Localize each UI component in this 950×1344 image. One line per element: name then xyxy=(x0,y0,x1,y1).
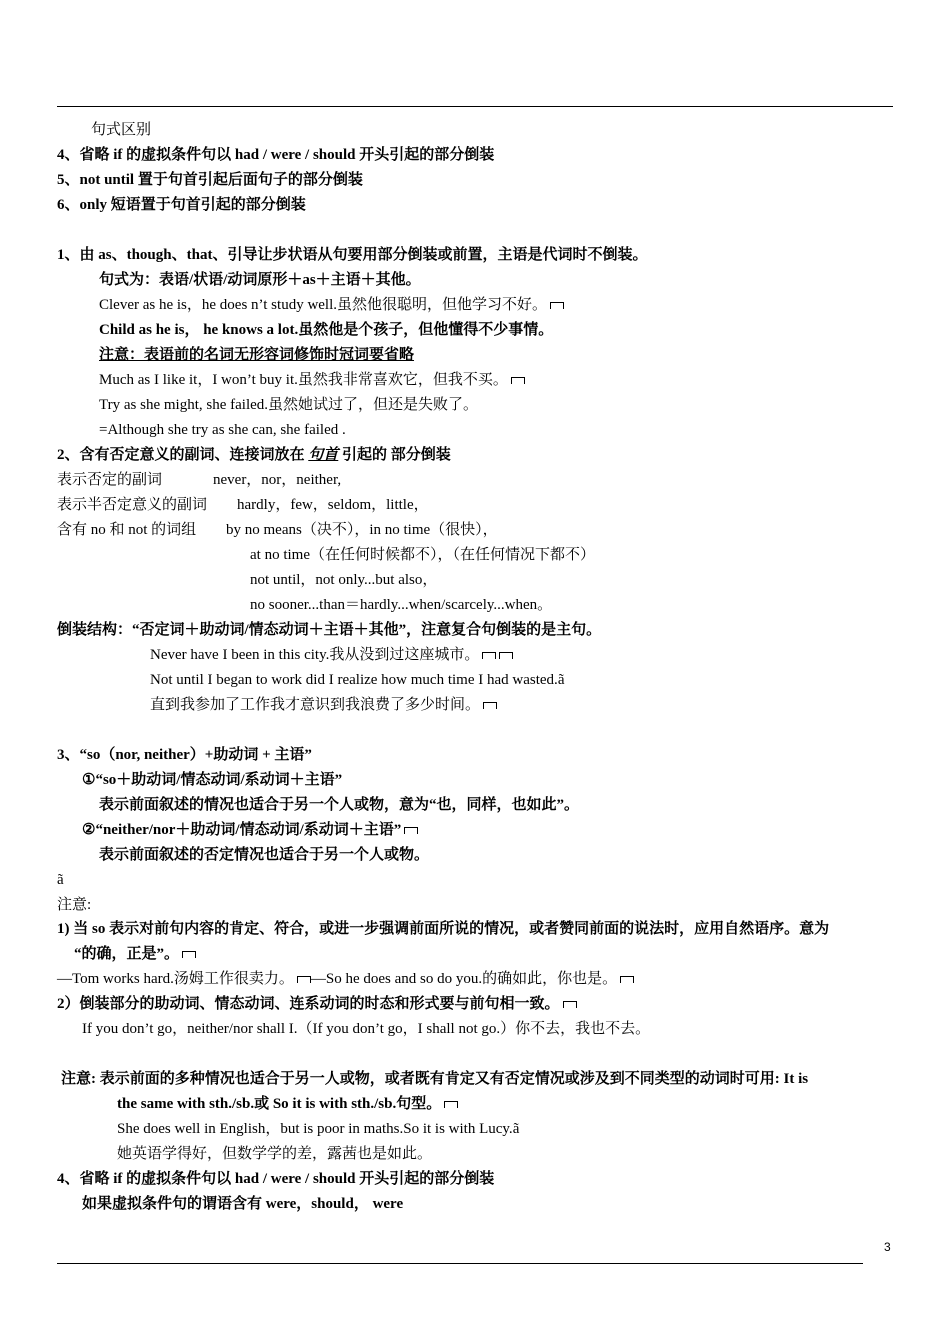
footer-rule xyxy=(57,1263,863,1264)
header-line-5: 5、not until 置于句首引起后面句子的部分倒装 xyxy=(57,172,363,188)
paragraph-mark-icon xyxy=(550,302,564,309)
semi-negative-label: 表示半否定意义的副词 xyxy=(57,497,208,513)
section-1-title: 1、由 as、though、that、引导让步状语从句要用部分倒装或前置，主语是代词时不倒装。 xyxy=(57,247,648,263)
header-rule xyxy=(57,106,893,107)
stray-glyph: ã xyxy=(512,1121,520,1137)
example-line: Clever as he is，he does n’t study well.虽然他很聪明，但他学习不好。 xyxy=(99,295,564,315)
phrase-line: by no means（决不），in no time（很快）， xyxy=(226,522,498,538)
example-line: Much as I like it，I won’t buy it.虽然我非常喜欢它，但我不买。 xyxy=(99,370,525,390)
so-pattern: ①“so＋助动词/情态动词/系动词＋主语” xyxy=(82,772,343,788)
paragraph-mark-icon xyxy=(483,702,497,709)
page-number: 3 xyxy=(884,1240,891,1254)
note-2-line-b: the same with sth./sb.或 So it is with sth./sb.句型。 xyxy=(117,1094,458,1114)
neither-pattern-desc: 表示前面叙述的否定情况也适合于另一个人或物。 xyxy=(99,847,430,863)
paragraph-mark-icon xyxy=(297,976,311,983)
negative-adverbs: never，nor，neither, xyxy=(213,472,342,488)
example-line: 她英语学得好，但数学学的差，露茜也是如此。 xyxy=(117,1146,433,1162)
paragraph-mark-icon xyxy=(563,1001,577,1008)
example-line: She does well in English，but is poor in maths.So it is with Lucy.ã xyxy=(117,1121,520,1137)
note-label: 注意: xyxy=(57,897,92,913)
note-2-line-a: 注意: 表示前面的多种情况也适合于另一人或物，或者既有肯定又有否定情况或涉及到不同类型的动词时可用: It is xyxy=(61,1071,809,1087)
phrase-line: no sooner...than＝hardly...when/scarcely...when。 xyxy=(250,597,553,613)
example-line: 直到我参加了工作我才意识到我浪费了多少时间。 xyxy=(150,695,497,715)
section-3-title: 3、“so（nor, neither）+助动词 + 主语” xyxy=(57,747,312,763)
note-2: 2）倒装部分的助动词、情态动词、连系动词的时态和形式要与前句相一致。 xyxy=(57,994,577,1014)
stray-glyph: ã xyxy=(557,672,565,688)
paragraph-mark-icon xyxy=(620,976,634,983)
paragraph-mark-icon xyxy=(444,1101,458,1108)
paragraph-mark-icon xyxy=(499,652,513,659)
inversion-structure: 倒装结构：“否定词＋助动词/情态动词＋主语＋其他”，注意复合句倒装的是主句。 xyxy=(57,622,602,638)
paragraph-mark-icon xyxy=(404,827,418,834)
section-2-title: 2、含有否定意义的副词、连接词放在 句首 引起的 部分倒装 xyxy=(57,447,451,463)
heading-sentence-distinction: 句式区别 xyxy=(91,122,152,138)
example-line: =Although she try as she can, she failed . xyxy=(99,422,346,438)
example-line: Child as he is， he knows a lot.虽然他是个孩子，但他懂得不少事情。 xyxy=(99,322,554,338)
phrases-label: 含有 no 和 not 的词组 xyxy=(57,522,197,538)
neither-pattern: ②“neither/nor＋助动词/情态动词/系动词＋主语” xyxy=(82,820,418,840)
note-line: 注意：表语前的名词无形容词修饰时冠词要省略 xyxy=(99,347,415,363)
header-line-4: 4、省略 if 的虚拟条件句以 had / were / should 开头引起的部分倒装 xyxy=(57,147,495,163)
so-pattern-desc: 表示前面叙述的情况也适合于另一个人或物，意为“也，同样，也如此”。 xyxy=(99,797,580,813)
example-line: Not until I began to work did I realize how much time I had wasted.ã xyxy=(150,672,565,688)
phrase-line: not until，not only...but also， xyxy=(250,572,438,588)
paragraph-mark-icon xyxy=(182,951,196,958)
header-line-6: 6、only 短语置于句首引起的部分倒装 xyxy=(57,197,306,213)
negative-adverbs-label: 表示否定的副词 xyxy=(57,472,163,488)
section-4-desc: 如果虚拟条件句的谓语含有 were，should， were xyxy=(82,1196,404,1212)
example-line: Never have I been in this city.我从没到过这座城市。 xyxy=(150,645,513,665)
note-1-line-a: 1) 当 so 表示对前句内容的肯定、符合，或进一步强调前面所说的情况，或者赞同前面的说法时，应用自然语序。意为 xyxy=(57,921,830,937)
paragraph-mark-icon xyxy=(511,377,525,384)
stray-glyph: ã xyxy=(57,872,64,888)
section-4-title: 4、省略 if 的虚拟条件句以 had / were / should 开头引起的部分倒装 xyxy=(57,1171,495,1187)
semi-negative-words: hardly，few，seldom，little， xyxy=(237,497,429,513)
paragraph-mark-icon xyxy=(482,652,496,659)
dialog-example: —Tom works hard.汤姆工作很卖力。 —So he does and so do you.的确如此，你也是。 xyxy=(57,969,634,989)
example-line: If you don’t go，neither/nor shall I.（If you don’t go，I shall not go.）你不去，我也不去。 xyxy=(82,1021,651,1037)
example-line: Try as she might, she failed.虽然她试过了，但还是失败了。 xyxy=(99,397,479,413)
note-1-line-b: “的确，正是”。 xyxy=(74,944,196,964)
section-1-pattern: 句式为：表语/状语/动词原形＋as＋主语＋其他。 xyxy=(99,272,421,288)
phrase-line: at no time（在任何时候都不），（在任何情况下都不） xyxy=(250,547,595,563)
